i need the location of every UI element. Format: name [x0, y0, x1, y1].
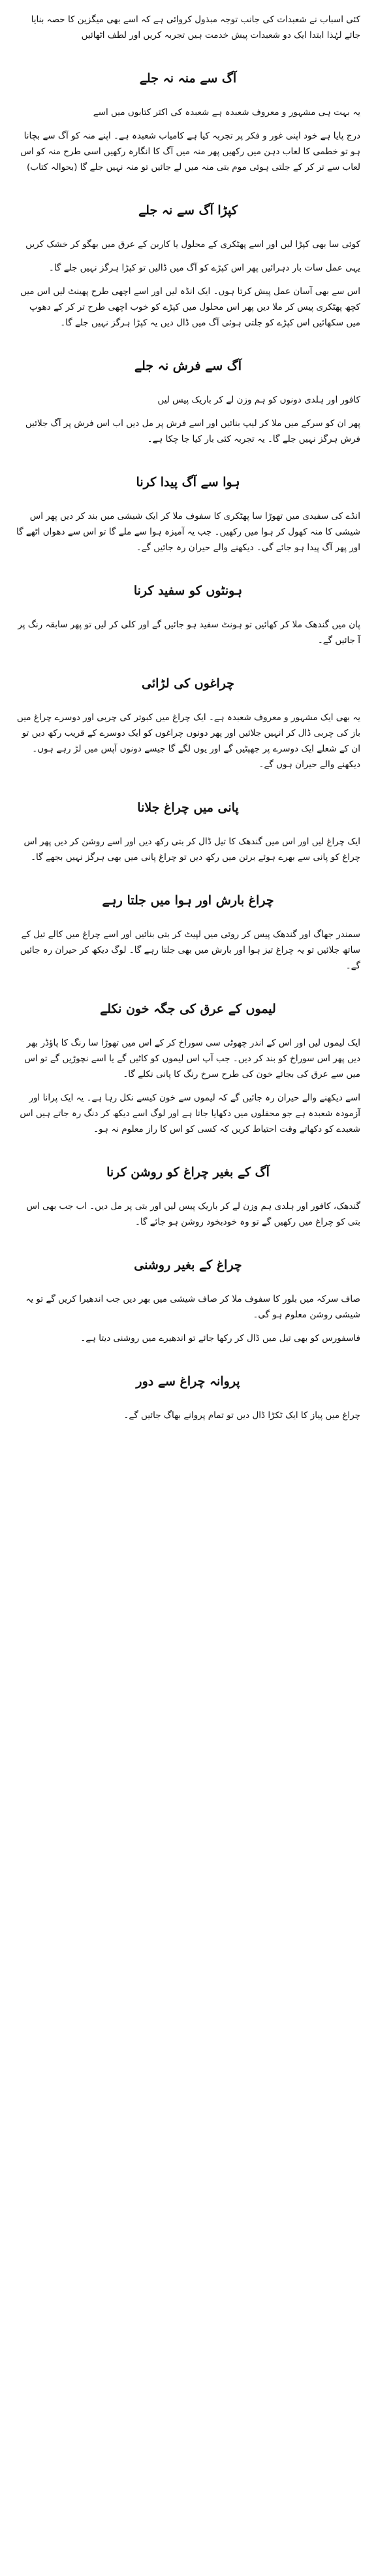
section-paragraph: یہ بھی ایک مشہور و معروف شعبدہ ہے۔ ایک چراغ میں کبوتر کی چربی اور دوسرے چراغ میں باز کی چربی ڈال کر انہیں جلائیں اور پھر دونوں چراغوں کو ایک دوسرے کے قریب رکھ دیں تو ان کے شعلے ایک دوسرے پر جھپٹیں گے اور یوں لگے گا جیسے دونوں آپس میں لڑ رہے ہوں۔ دیکھنے والے حیران ہوں گے۔ [16, 712, 360, 770]
section-heading: پانی میں چراغ جلانا [137, 801, 239, 815]
article-section [16, 799, 360, 865]
section-heading: چراغوں کی لڑائی [142, 676, 234, 691]
section-paragraph: انڈے کی سفیدی میں تھوڑا سا پھٹکری کا سفوف ملا کر ایک شیشی میں بند کر دیں پھر اس شیشی کا منہ کھول کر ہوا میں رکھیں۔ جب یہ آمیزہ ہوا سے ملے گا تو اس سے دھواں اٹھے گا اور پھر آگ پیدا ہو جائے گی۔ دیکھنے والے حیران رہ جائیں گے۔ [16, 511, 360, 553]
section-paragraph: اسے دیکھنے والے حیران رہ جائیں گے کہ لیموں سے خون کیسے نکل رہا ہے۔ یہ ایک پرانا اور آزمودہ شعبدہ ہے جو محفلوں میں دکھایا جاتا ہے اور لوگ اسے دیکھ کر دنگ رہ جاتے ہیں اس شعبدے کو دکھاتے وقت احتیاط کریں کہ کسی کو اس کا راز معلوم نہ ہو۔ [20, 1093, 360, 1134]
article-section [16, 473, 360, 555]
section-heading: آگ سے منہ نہ جلے [139, 71, 237, 86]
article-section [16, 891, 360, 974]
section-heading: کپڑا آگ سے نہ جلے [138, 203, 238, 218]
section-paragraph: گندھک، کافور اور ہلدی ہم وزن لے کر باریک پیس لیں اور بتی پر مل دیں۔ اب جب بھی اس بتی کو چراغ میں رکھیں گے تو وہ خودبخود روشن ہو جائے گا۔ [26, 1201, 360, 1227]
article-section [16, 1000, 360, 1137]
section-heading: لیموں کے عرق کی جگہ خون نکلے [100, 1002, 276, 1016]
section-paragraph: یہ بہت ہی مشہور و معروف شعبدہ ہے شعبدہ کی اکثر کتابوں میں اسے [93, 107, 360, 118]
section-paragraph: درج پایا ہے خود اپنی غور و فکر پر تجربہ کیا ہے کامیاب شعبدہ ہے۔ اپنے منہ کو آگ سے بچانا ہو تو خطمی کا لعاب دہن میں رکھیں پھر منہ میں آگ کا انگارہ رکھیں اسی طرح منہ کو اس لعاب سے تر کر کے جلتی ہوئی موم بتی منہ میں لے جائیں تو منہ نہیں جلے گا (بحوالہ کتاب) [20, 131, 360, 173]
section-heading: پروانہ چراغ سے دور [136, 1374, 240, 1389]
article-section [16, 201, 360, 331]
section-paragraph: پھر ان کو سرکے میں ملا کر لیپ بنائیں اور اسے فرش پر مل دیں اب اس فرش پر آگ جلائیں فرش ہرگز نہیں جلے گا۔ یہ تجربہ کئی بار کیا جا چکا ہے۔ [25, 418, 360, 444]
section-heading: چراغ کے بغیر روشنی [134, 1258, 242, 1272]
section-heading: آگ سے فرش نہ جلے [134, 359, 242, 373]
article-section [16, 1372, 360, 1423]
section-paragraph: پان میں گندھک ملا کر کھائیں تو ہونٹ سفید ہو جائیں گے اور کلی کر لیں تو پھر سابقہ رنگ پر آ جائیں گے۔ [18, 619, 360, 646]
section-paragraph: صاف سرکہ میں بلور کا سفوف ملا کر صاف شیشی میں بھر دیں جب اندھیرا کریں گے تو یہ شیشی روشن معلوم ہو گی۔ [25, 1294, 360, 1320]
section-paragraph: یہی عمل سات بار دہرائیں پھر اس کپڑے کو آگ میں ڈالیں تو کپڑا ہرگز نہیں جلے گا۔ [48, 263, 360, 273]
section-paragraph: کوئی سا بھی کپڑا لیں اور اسے پھٹکری کے محلول یا کاربن کے عرق میں بھگو کر خشک کریں [25, 239, 360, 250]
article-section [16, 582, 360, 648]
section-paragraph: ایک چراغ لیں اور اس میں گندھک کا تیل ڈال کر بتی رکھ دیں اور اسے روشن کر دیں پھر اس چراغ کو پانی سے بھرے ہوئے برتن میں رکھ دیں تو چراغ پانی میں بھی ہرگز نہیں بجھے گا۔ [24, 836, 360, 863]
section-heading: آگ کے بغیر چراغ کو روشن کرنا [106, 1165, 270, 1180]
article-section [16, 69, 360, 175]
article-section [16, 1256, 360, 1346]
sections-container [16, 69, 360, 1423]
article-section [16, 674, 360, 772]
section-heading: ہوا سے آگ پیدا کرنا [136, 475, 240, 489]
section-paragraph: اس سے بھی آسان عمل پیش کرتا ہوں۔ ایک انڈہ لیں اور اسے اچھی طرح پھینٹ لیں اس میں کچھ پھٹکری پیس کر ملا دیں پھر اس محلول میں کپڑے کو خوب اچھی طرح تر کر کے دھوپ میں سکھائیں اس کپڑے کو جلتی ہوئی آگ میں ڈال دیں یہ کپڑا ہرگز نہیں جلے گا۔ [20, 286, 360, 328]
article-section [16, 357, 360, 447]
section-paragraph: چراغ میں پیاز کا ایک ٹکڑا ڈال دیں تو تمام پروانے بھاگ جائیں گے۔ [123, 1410, 360, 1421]
section-paragraph: فاسفورس کو بھی تیل میں ڈال کر رکھا جائے تو اندھیرے میں روشنی دیتا ہے۔ [80, 1333, 360, 1344]
section-paragraph: ایک لیموں لیں اور اس کے اندر چھوٹی سی سوراخ کر کے اس میں تھوڑا سا رنگ کا پاؤڈر بھر دیں پھر اس سوراخ کو بند کر دیں۔ جب آپ اس لیموں کو کاٹیں گے یا اسے نچوڑیں گے تو اس میں سے عرق کی بجائے خون کی طرح سرخ رنگ کا پانی نکلے گا۔ [24, 1038, 360, 1080]
intro-paragraph: کئی اسباب نے شعبدات کی جانب توجہ مبذول کروائی ہے کہ اسے بھی میگزین کا حصہ بنایا جائے لہٰذا ابتدا ایک دو شعبدات پیش خدمت ہیں تجربہ کریں اور لطف اٹھائیں [31, 14, 360, 41]
section-paragraph: کافور اور ہلدی دونوں کو ہم وزن لے کر باریک پیس لیں [157, 395, 360, 405]
section-paragraph: سمندر جھاگ اور گندھک پیس کر روئی میں لپیٹ کر بتی بنائیں اور اسے چراغ میں کالے تیل کے ساتھ جلائیں تو یہ چراغ تیز ہوا اور بارش میں بھی جلتا رہے گا۔ لوگ دیکھ کر حیران رہ جائیں گے۔ [20, 929, 360, 971]
article-section [16, 1163, 360, 1230]
section-heading: ہونٹوں کو سفید کرنا [133, 584, 243, 598]
section-heading: چراغ بارش اور ہوا میں جلتا رہے [102, 893, 274, 908]
